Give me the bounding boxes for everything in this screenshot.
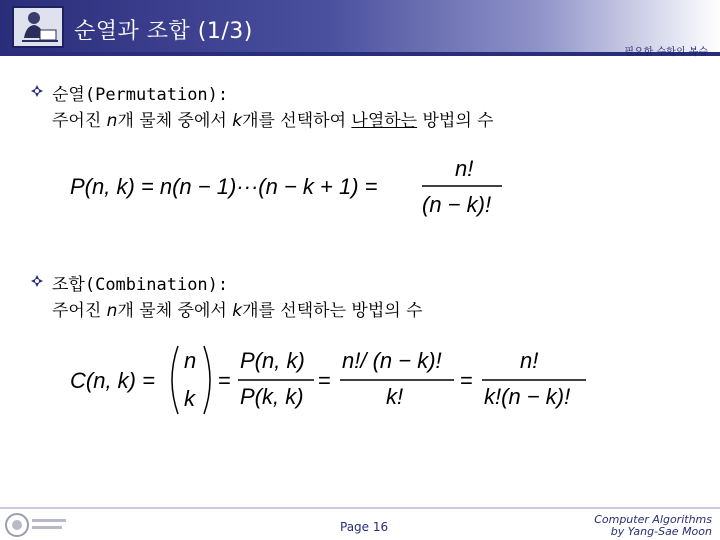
equals-sign: = (318, 368, 331, 393)
frac2-denominator: k! (386, 384, 404, 409)
underlined-word: 나열하는 (351, 111, 418, 131)
permutation-description: 주어진 n개 물체 중에서 k개를 선택하여 나열하는 방법의 수 (52, 111, 494, 131)
permutation-formula-denominator: (n − k)! (422, 192, 492, 217)
page-number: Page 16 (340, 520, 389, 534)
binom-bottom: k (184, 386, 195, 411)
page-title: 순열과 조합 (1/3) (74, 19, 253, 44)
permutation-heading: 순열(Permutation): (52, 85, 229, 105)
bullet-icon (30, 84, 44, 98)
combination-formula (70, 340, 610, 420)
footer-credit: Computer Algorithms by Yang-Sae Moon (594, 513, 712, 538)
equals-sign: = (218, 368, 231, 393)
frac1-denominator: P(k, k) (240, 384, 304, 409)
binom-left-paren (172, 346, 178, 414)
frac3-denominator: k!(n − k)! (484, 384, 571, 409)
frac3-numerator: n! (520, 348, 539, 373)
combination-formula-lhs: C(n, k) = (70, 368, 155, 393)
permutation-formula-lhs: P(n, k) = n(n − 1)···(n − k + 1) = (70, 174, 378, 199)
equals-sign: = (460, 368, 473, 393)
binom-top: n (184, 348, 197, 373)
university-logo-image (4, 512, 70, 538)
bullet-icon (30, 274, 44, 288)
frac1-numerator: P(n, k) (240, 348, 305, 373)
permutation-formula (70, 150, 520, 222)
permutation-formula-numerator: n! (455, 156, 474, 181)
header-logo-image (12, 6, 64, 48)
header-rule (0, 52, 720, 56)
binom-right-paren (204, 346, 210, 414)
frac2-numerator: n!/ (n − k)! (342, 348, 442, 373)
footer-rule (0, 507, 720, 509)
combination-description: 주어진 n개 물체 중에서 k개를 선택하는 방법의 수 (52, 301, 423, 321)
section-label: 필요한 수학의 복습 (624, 47, 708, 58)
combination-heading: 조합(Combination): (52, 275, 229, 295)
